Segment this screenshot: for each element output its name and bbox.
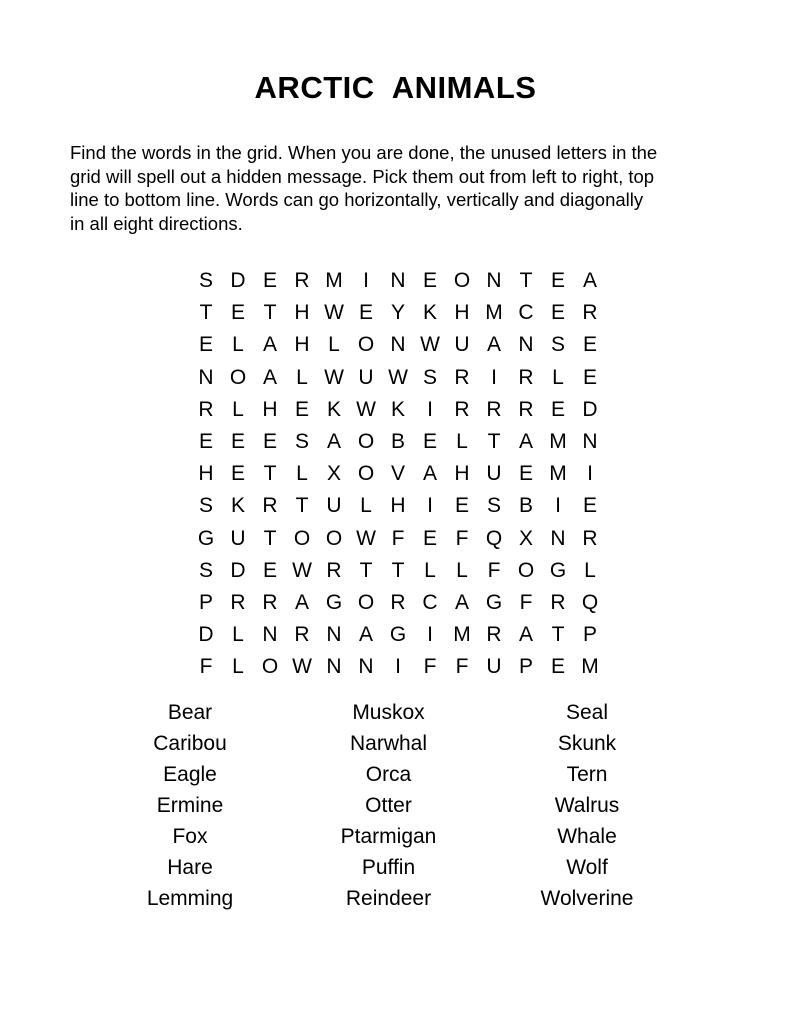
grid-letter: W bbox=[292, 558, 312, 582]
instructions-line: line to bottom line. Words can go horizontally, vertically and diagonally bbox=[70, 189, 644, 210]
grid-letter: E bbox=[550, 397, 565, 421]
grid-letter: R bbox=[582, 301, 598, 325]
word-list-item: Lemming bbox=[146, 887, 234, 910]
grid-letter: F bbox=[391, 526, 405, 550]
word-list-item: Bear bbox=[167, 701, 213, 724]
word-list-item: Caribou bbox=[153, 732, 227, 755]
word-list-item: Narwhal bbox=[349, 732, 428, 755]
grid-letter: E bbox=[454, 494, 469, 518]
grid-letter: A bbox=[326, 430, 341, 454]
grid-letter: I bbox=[363, 269, 369, 293]
grid-letter: E bbox=[262, 558, 277, 582]
grid-letter: T bbox=[359, 558, 373, 582]
grid-letter: W bbox=[388, 365, 408, 389]
grid-letter: R bbox=[550, 590, 566, 614]
grid-letter: V bbox=[390, 462, 405, 486]
grid-letter: P bbox=[582, 623, 597, 647]
grid-letter: G bbox=[485, 590, 503, 614]
word-list-item: Hare bbox=[167, 856, 213, 879]
grid-letter: B bbox=[390, 430, 405, 454]
word-list-item: Puffin bbox=[361, 856, 416, 879]
grid-letter: O bbox=[261, 655, 279, 679]
grid-letter: F bbox=[487, 558, 501, 582]
grid-letter: T bbox=[391, 558, 405, 582]
grid-letter: A bbox=[294, 590, 309, 614]
instructions-line: Find the words in the grid. When you are done, the unused letters in the bbox=[70, 142, 658, 163]
grid-letter: E bbox=[230, 430, 245, 454]
grid-letter: R bbox=[262, 494, 278, 518]
grid-letter: U bbox=[486, 655, 502, 679]
word-list-item: Orca bbox=[365, 763, 412, 786]
grid-row bbox=[190, 587, 606, 619]
grid-letter: T bbox=[263, 462, 277, 486]
grid-letter: X bbox=[326, 462, 341, 486]
word-list-item: Reindeer bbox=[345, 887, 432, 910]
word-list-item: Wolverine bbox=[540, 887, 634, 910]
word-list-item: Eagle bbox=[163, 763, 217, 786]
grid-letter: O bbox=[325, 526, 343, 550]
grid-letter: D bbox=[230, 558, 246, 582]
grid-letter: M bbox=[453, 623, 471, 647]
grid-letter: A bbox=[486, 333, 501, 357]
grid-letter: S bbox=[550, 333, 565, 357]
letter-grid bbox=[190, 265, 606, 683]
grid-letter: N bbox=[582, 430, 598, 454]
grid-letter: X bbox=[518, 526, 533, 550]
instructions bbox=[70, 141, 740, 235]
grid-letter: E bbox=[582, 333, 597, 357]
grid-letter: N bbox=[518, 333, 534, 357]
grid-letter: O bbox=[229, 365, 247, 389]
grid-letter: H bbox=[454, 301, 470, 325]
grid-letter: R bbox=[294, 623, 310, 647]
grid-row bbox=[190, 555, 606, 587]
grid-letter: U bbox=[454, 333, 470, 357]
grid-letter: L bbox=[424, 558, 436, 582]
grid-letter: Y bbox=[390, 301, 405, 325]
grid-letter: R bbox=[198, 397, 214, 421]
grid-letter: R bbox=[262, 590, 278, 614]
grid-letter: U bbox=[486, 462, 502, 486]
grid-letter: I bbox=[395, 655, 401, 679]
grid-letter: L bbox=[552, 365, 564, 389]
grid-letter: T bbox=[199, 301, 213, 325]
grid-letter: E bbox=[198, 430, 213, 454]
word-list-item: Otter bbox=[365, 794, 412, 817]
grid-letter: R bbox=[326, 558, 342, 582]
grid-letter: H bbox=[390, 494, 406, 518]
grid-letter: O bbox=[357, 590, 375, 614]
grid-letter: I bbox=[427, 397, 433, 421]
grid-letter: R bbox=[230, 590, 246, 614]
grid-letter: S bbox=[198, 558, 213, 582]
grid-letter: T bbox=[519, 269, 533, 293]
grid-letter: W bbox=[356, 397, 376, 421]
grid-letter: L bbox=[456, 430, 468, 454]
grid-letter: M bbox=[549, 430, 567, 454]
grid-letter: A bbox=[582, 269, 597, 293]
grid-letter: W bbox=[356, 526, 376, 550]
grid-letter: N bbox=[326, 655, 342, 679]
word-list-item: Muskox bbox=[352, 701, 425, 724]
word-list-item: Skunk bbox=[557, 732, 617, 755]
grid-letter: E bbox=[582, 494, 597, 518]
grid-letter: E bbox=[518, 462, 533, 486]
word-list-item: Whale bbox=[557, 825, 617, 848]
grid-letter: M bbox=[325, 269, 343, 293]
grid-letter: E bbox=[422, 526, 437, 550]
word-list-item: Seal bbox=[565, 701, 609, 724]
page-title: ARCTIC ANIMALS bbox=[254, 70, 537, 105]
grid-row bbox=[190, 265, 606, 297]
grid-letter: R bbox=[518, 397, 534, 421]
grid-letter: A bbox=[422, 462, 437, 486]
grid-row bbox=[190, 490, 606, 522]
grid-letter: L bbox=[456, 558, 468, 582]
grid-letter: N bbox=[262, 623, 278, 647]
grid-letter: Q bbox=[581, 590, 599, 614]
grid-letter: R bbox=[294, 269, 310, 293]
grid-letter: E bbox=[550, 301, 565, 325]
grid-letter: O bbox=[453, 269, 471, 293]
grid-letter: L bbox=[328, 333, 340, 357]
grid-letter: E bbox=[550, 655, 565, 679]
grid-letter: W bbox=[420, 333, 440, 357]
grid-letter: L bbox=[360, 494, 372, 518]
grid-letter: D bbox=[582, 397, 598, 421]
grid-letter: R bbox=[518, 365, 534, 389]
word-list-item: Fox bbox=[172, 825, 208, 848]
grid-letter: L bbox=[232, 623, 244, 647]
grid-row bbox=[190, 394, 606, 426]
grid-row bbox=[190, 329, 606, 361]
grid-letter: S bbox=[294, 430, 309, 454]
grid-letter: I bbox=[587, 462, 593, 486]
grid-letter: H bbox=[198, 462, 214, 486]
grid-letter: P bbox=[518, 655, 533, 679]
grid-letter: N bbox=[486, 269, 502, 293]
grid-letter: K bbox=[390, 397, 405, 421]
grid-letter: E bbox=[230, 301, 245, 325]
grid-letter: H bbox=[454, 462, 470, 486]
grid-letter: O bbox=[293, 526, 311, 550]
word-list bbox=[90, 697, 690, 914]
grid-letter: H bbox=[262, 397, 278, 421]
grid-letter: L bbox=[232, 333, 244, 357]
grid-letter: N bbox=[550, 526, 566, 550]
grid-letter: T bbox=[487, 430, 501, 454]
grid-letter: U bbox=[358, 365, 374, 389]
grid-letter: G bbox=[549, 558, 567, 582]
grid-letter: R bbox=[454, 365, 470, 389]
grid-letter: N bbox=[326, 623, 342, 647]
grid-letter: S bbox=[198, 494, 213, 518]
grid-letter: H bbox=[294, 301, 310, 325]
grid-letter: I bbox=[491, 365, 497, 389]
grid-letter: O bbox=[517, 558, 535, 582]
grid-letter: T bbox=[263, 301, 277, 325]
grid-letter: L bbox=[296, 462, 308, 486]
grid-letter: E bbox=[422, 430, 437, 454]
grid-row bbox=[190, 297, 606, 329]
word-list-item: Walrus bbox=[554, 794, 620, 817]
word-list-item: Wolf bbox=[566, 856, 608, 879]
grid-letter: L bbox=[232, 397, 244, 421]
grid-letter: H bbox=[294, 333, 310, 357]
grid-letter: E bbox=[230, 462, 245, 486]
grid-letter: O bbox=[357, 333, 375, 357]
grid-letter: R bbox=[582, 526, 598, 550]
grid-letter: T bbox=[295, 494, 309, 518]
grid-letter: R bbox=[486, 623, 502, 647]
grid-letter: A bbox=[358, 623, 373, 647]
word-list-item: Ptarmigan bbox=[340, 825, 437, 848]
grid-letter: E bbox=[262, 430, 277, 454]
grid-letter: N bbox=[358, 655, 374, 679]
grid-letter: N bbox=[390, 333, 406, 357]
grid-letter: D bbox=[198, 623, 214, 647]
grid-letter: U bbox=[326, 494, 342, 518]
grid-letter: I bbox=[555, 494, 561, 518]
grid-letter: E bbox=[262, 269, 277, 293]
grid-letter: W bbox=[292, 655, 312, 679]
grid-letter: A bbox=[262, 365, 277, 389]
grid-letter: N bbox=[198, 365, 214, 389]
instructions-line: in all eight directions. bbox=[70, 212, 243, 234]
grid-letter: K bbox=[326, 397, 341, 421]
grid-letter: S bbox=[422, 365, 437, 389]
grid-letter: S bbox=[198, 269, 213, 293]
grid-letter: C bbox=[518, 301, 534, 325]
grid-letter: O bbox=[357, 462, 375, 486]
grid-letter: A bbox=[262, 333, 277, 357]
grid-letter: E bbox=[294, 397, 309, 421]
grid-letter: T bbox=[551, 623, 565, 647]
grid-letter: P bbox=[198, 590, 213, 614]
grid-row bbox=[190, 523, 606, 555]
word-list-item: Tern bbox=[566, 763, 608, 786]
grid-letter: W bbox=[324, 301, 344, 325]
grid-letter: R bbox=[486, 397, 502, 421]
grid-letter: I bbox=[427, 623, 433, 647]
grid-letter: E bbox=[550, 269, 565, 293]
grid-letter: Q bbox=[485, 526, 503, 550]
grid-letter: M bbox=[485, 301, 503, 325]
grid-letter: E bbox=[422, 269, 437, 293]
grid-letter: L bbox=[296, 365, 308, 389]
word-column bbox=[487, 697, 687, 914]
grid-row bbox=[190, 458, 606, 490]
grid-letter: L bbox=[232, 655, 244, 679]
grid-letter: F bbox=[199, 655, 213, 679]
grid-letter: E bbox=[358, 301, 373, 325]
grid-letter: O bbox=[357, 430, 375, 454]
grid-letter: E bbox=[582, 365, 597, 389]
grid-letter: F bbox=[455, 526, 469, 550]
grid-letter: F bbox=[519, 590, 533, 614]
word-list-item: Ermine bbox=[156, 794, 224, 817]
grid-letter: A bbox=[454, 590, 469, 614]
grid-letter: D bbox=[230, 269, 246, 293]
grid-letter: A bbox=[518, 430, 533, 454]
grid-letter: L bbox=[584, 558, 596, 582]
word-column bbox=[90, 697, 290, 914]
grid-letter: G bbox=[325, 590, 343, 614]
grid-letter: R bbox=[454, 397, 470, 421]
grid-letter: K bbox=[422, 301, 437, 325]
grid-row bbox=[190, 651, 606, 683]
grid-row bbox=[190, 426, 606, 458]
grid-row bbox=[190, 619, 606, 651]
grid-letter: G bbox=[389, 623, 407, 647]
grid-letter: W bbox=[324, 365, 344, 389]
grid-letter: F bbox=[455, 655, 469, 679]
grid-letter: B bbox=[518, 494, 533, 518]
grid-letter: E bbox=[198, 333, 213, 357]
grid-row bbox=[190, 362, 606, 394]
grid-letter: G bbox=[197, 526, 215, 550]
instructions-line: grid will spell out a hidden message. Pick them out from left to right, top bbox=[70, 165, 655, 187]
grid-letter: M bbox=[581, 655, 599, 679]
grid-letter: N bbox=[390, 269, 406, 293]
grid-letter: T bbox=[263, 526, 277, 550]
grid-letter: I bbox=[427, 494, 433, 518]
grid-letter: U bbox=[230, 526, 246, 550]
grid-letter: C bbox=[422, 590, 438, 614]
grid-letter: F bbox=[423, 655, 437, 679]
word-column bbox=[290, 697, 487, 914]
grid-letter: M bbox=[549, 462, 567, 486]
grid-letter: S bbox=[486, 494, 501, 518]
grid-letter: R bbox=[390, 590, 406, 614]
grid-letter: K bbox=[230, 494, 245, 518]
grid-letter: A bbox=[518, 623, 533, 647]
